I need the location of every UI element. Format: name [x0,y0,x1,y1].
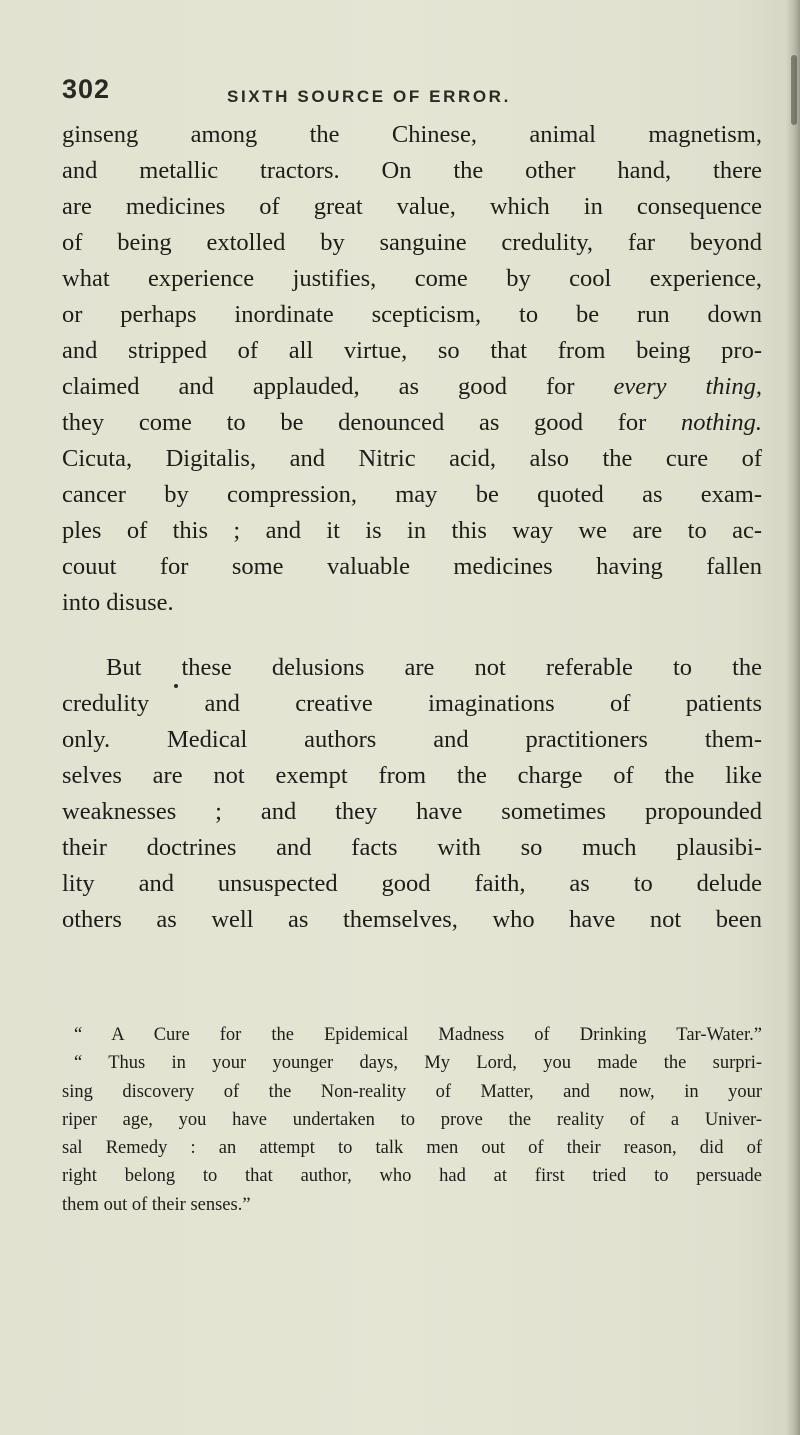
footnote-line: “ A Cure for the Epidemical Madness of Drinking Tar-Water.” [74,1025,762,1045]
page-number: 302 [62,74,111,104]
text-line: only. Medical authors and practitioners them- [62,726,762,753]
footnote-line: “ Thus in your younger days, My Lord, you made the surpri- [74,1053,762,1074]
paragraph-2 [62,650,762,938]
text-line [62,369,762,405]
text-segment: claimed and applauded, as good for [62,373,614,400]
text-line [62,405,762,441]
footnote-line: sal Remedy : an attempt to talk men out of their reason, did of [62,1138,762,1159]
text-line: lity and unsuspected good faith, as to delude [62,870,762,897]
text-line: cancer by compression, may be quoted as exam- [62,481,762,508]
text-line: and stripped of all virtue, so that from being pro- [62,337,762,364]
page-edge-mark [791,55,797,125]
paragraph-gap [62,621,762,650]
page-header [62,74,762,114]
text-line: weaknesses ; and they have sometimes propounded [62,798,762,825]
text-line: their doctrines and facts with so much plausibi- [62,834,762,861]
paragraph-1 [62,117,762,621]
text-line: into disuse. [62,589,174,616]
footnote-line: right belong to that author, who had at first tried to persuade [62,1166,762,1187]
text-line: others as well as themselves, who have not been [62,906,762,933]
running-head: SIXTH SOURCE OF ERROR. [227,87,511,106]
text-line: selves are not exempt from the charge of the like [62,762,762,789]
text-line: credulity and creative imaginations of patients [62,690,762,717]
italic-phrase: nothing. [681,409,762,436]
text-line: of being extolled by sanguine credulity, far beyond [62,229,762,256]
text-line: couut for some valuable medicines having fallen [62,553,762,580]
text-line: or perhaps inordinate scepticism, to be run down [62,301,762,328]
footnote-line: riper age, you have undertaken to prove the reality of a Univer- [62,1109,762,1130]
text-line: are medicines of great value, which in consequence [62,193,762,220]
text-segment: they come to be denounced as good for [62,409,681,436]
italic-phrase: every thing, [613,373,762,400]
page-edge-shadow [786,0,800,1435]
footnote-line: sing discovery of the Non-reality of Matter, and now, in your [62,1081,762,1102]
footnote [62,1021,762,1219]
print-speck [174,684,178,688]
text-line: what experience justifies, come by cool experience, [62,265,762,292]
text-line: But these delusions are not referable to the [106,654,762,681]
footnote-line: them out of their senses.” [62,1194,251,1215]
body-text [62,117,762,938]
text-line: and metallic tractors. On the other hand, there [62,157,762,184]
text-line: ginseng among the Chinese, animal magnetism, [62,121,762,148]
text-line: ples of this ; and it is in this way we are to ac- [62,517,762,544]
text-line: Cicuta, Digitalis, and Nitric acid, also the cure of [62,445,762,472]
